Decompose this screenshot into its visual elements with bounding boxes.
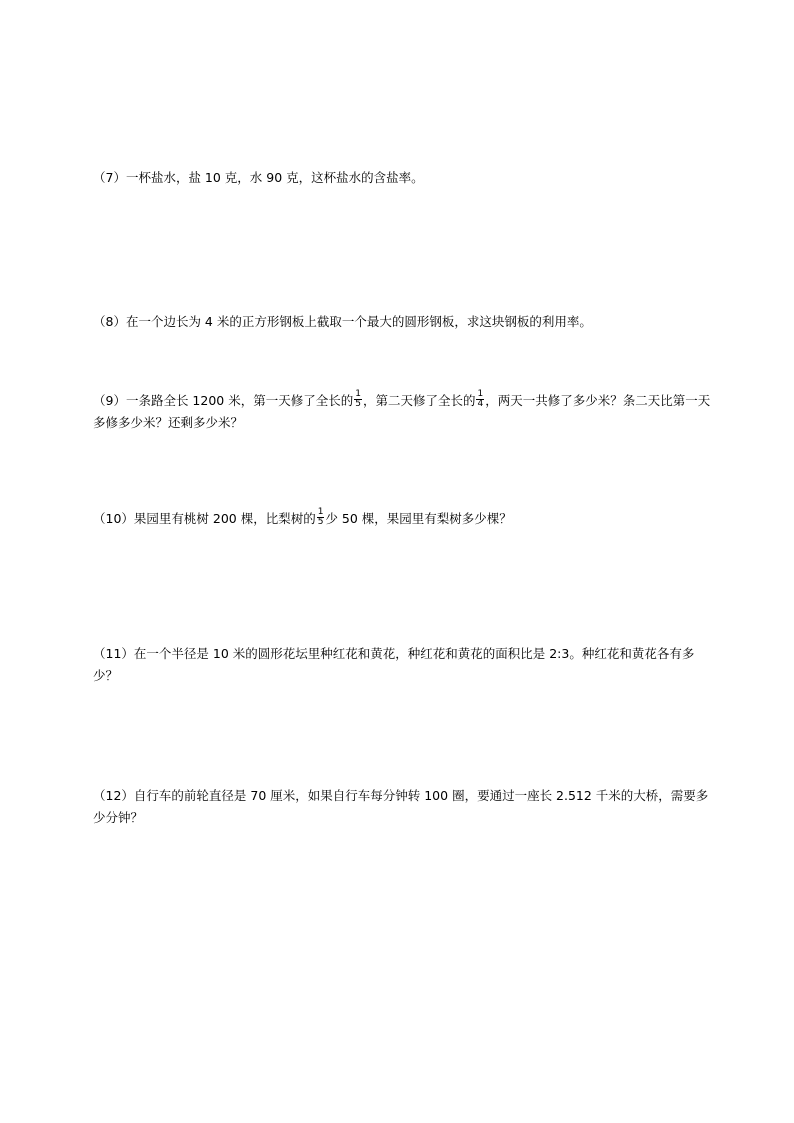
problem-10-text-part2: 少 50 棵，果园里有梨树多少棵？: [325, 511, 512, 526]
problem-7-text: （7）一杯盐水，盐 10 克，水 90 克，这杯盐水的含盐率。: [93, 170, 424, 185]
problem-11: [93, 643, 713, 687]
problem-9-text-part3: ，两天一共修了多少米？条二天比第一天多修多少米？还剩多少米？: [93, 393, 711, 430]
fraction-numerator: 1: [355, 389, 361, 399]
problem-9-text-part2: ，第二天修了全长的: [362, 393, 476, 408]
problem-7: [93, 167, 713, 189]
fraction-one-quarter: [476, 390, 484, 409]
fraction-denominator: 5: [355, 399, 361, 409]
problem-10-text-part1: （10）果园里有桃树 200 棵，比梨树的: [93, 511, 316, 526]
fraction-denominator: 4: [477, 399, 484, 409]
problem-12-text: （12）自行车的前轮直径是 70 厘米，如果自行车每分钟转 100 圈，要通过一座长 2.512 千米的大桥，需要多少分钟？: [93, 788, 709, 825]
problem-12: [93, 785, 713, 829]
fraction-one-fifth: [354, 390, 362, 409]
fraction-denominator: 5: [317, 517, 324, 527]
problem-9: [93, 390, 713, 434]
fraction-numerator: 1: [477, 389, 484, 399]
fraction-numerator: 1: [317, 507, 324, 517]
problem-8: [93, 311, 713, 333]
problem-8-text: （8）在一个边长为 4 米的正方形钢板上截取一个最大的圆形钢板，求这块钢板的利用率。: [93, 314, 592, 329]
problem-11-text: （11）在一个半径是 10 米的圆形花坛里种红花和黄花，种红花和黄花的面积比是 2:3。种红花和黄花各有多少？: [93, 646, 695, 683]
problem-9-text-part1: （9）一条路全长 1200 米，第一天修了全长的: [93, 393, 354, 408]
problem-10: [93, 508, 713, 530]
fraction-one-fifth: [317, 508, 325, 527]
